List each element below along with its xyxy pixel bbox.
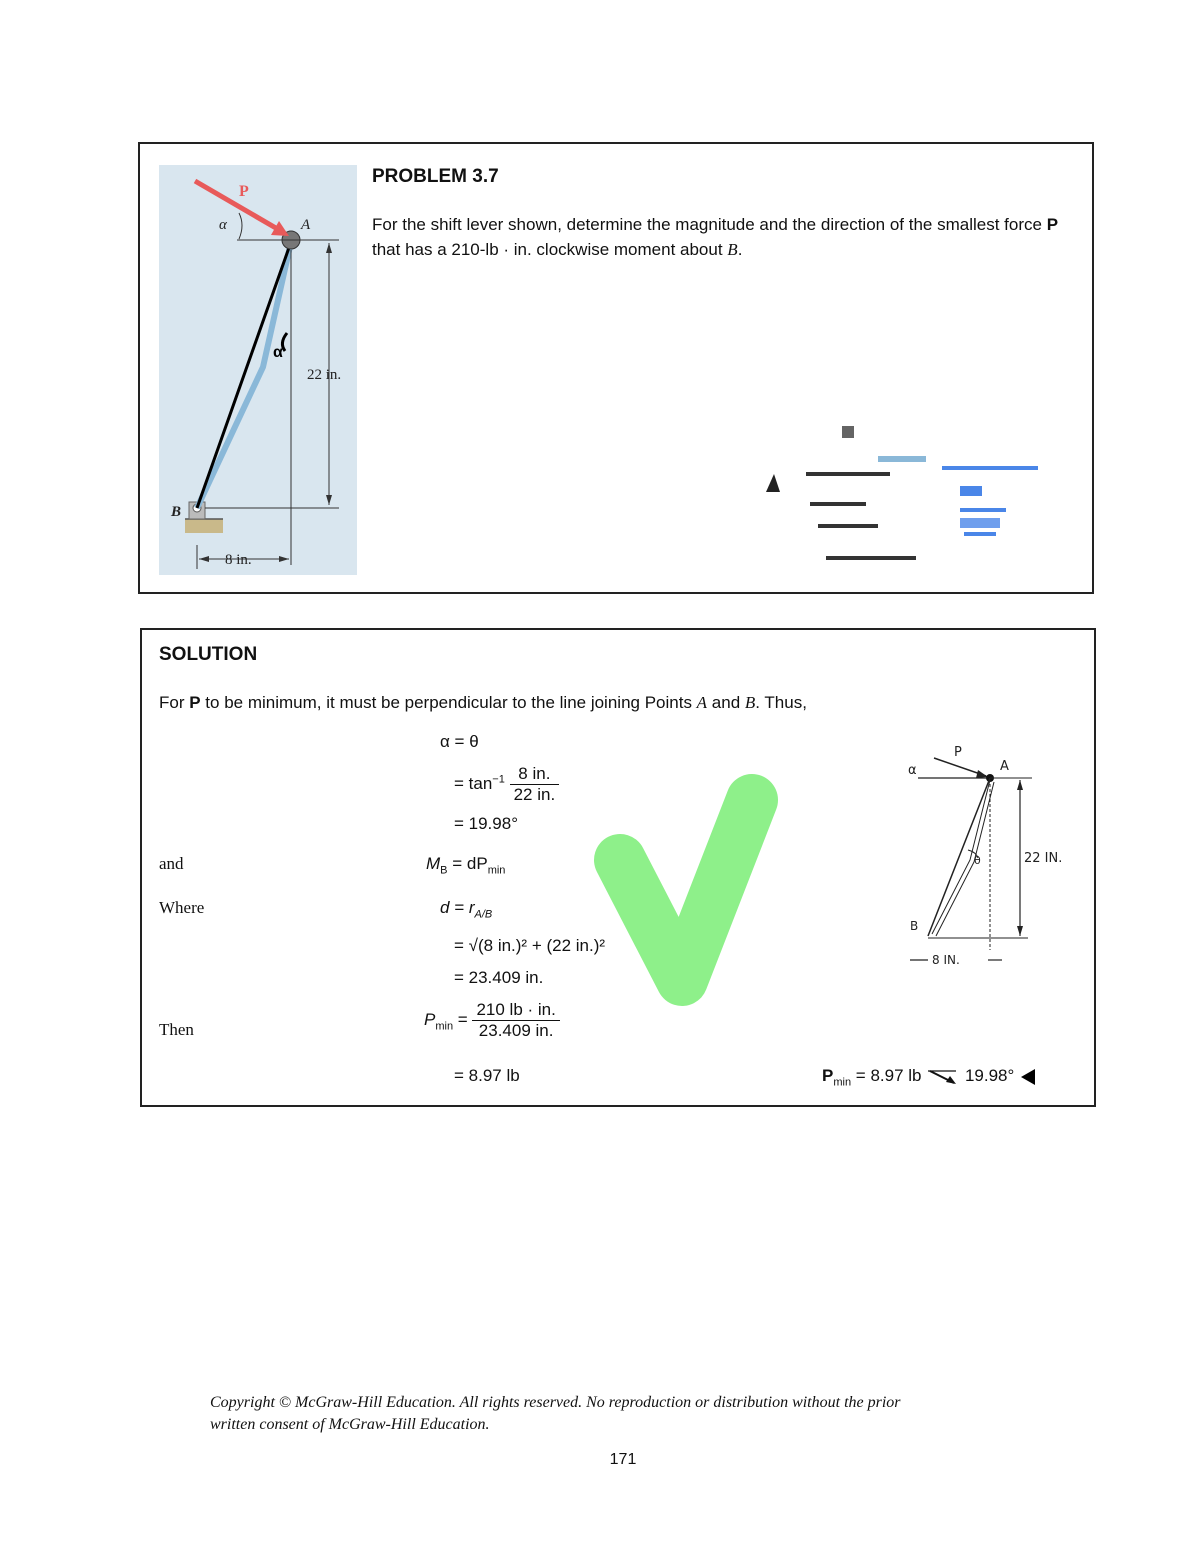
problem-figure	[159, 165, 357, 575]
equation-moment: $M_B = dP_{min}$	[426, 854, 506, 877]
shift-lever-diagram	[159, 165, 357, 575]
direction-arrow-icon	[926, 1067, 960, 1087]
lever-angle-mark: α	[273, 344, 283, 361]
sketch-a-label: A	[1000, 759, 1009, 774]
answer-end-marker-icon	[1019, 1067, 1037, 1087]
problem-title: PROBLEM 3.7	[372, 166, 499, 187]
force-label: P	[239, 183, 249, 200]
equation-distance-sqrt: = √(8 in.)² + (22 in.)²	[454, 936, 606, 955]
force-arrow	[195, 181, 281, 231]
equation-distance-result: = 23.409 in.	[454, 968, 544, 987]
equation-alpha-theta: α = θ	[440, 732, 479, 751]
equation-distance: $d = r_{A/B}$	[440, 898, 493, 921]
ground-base	[185, 519, 223, 533]
equation-angle-result: = 19.98°	[454, 814, 518, 833]
solution-title: SOLUTION	[159, 644, 258, 665]
problem-box	[138, 142, 1094, 594]
sketch-b-label: B	[910, 919, 919, 933]
page-number: 171	[609, 1451, 637, 1468]
label-then: Then	[159, 1020, 194, 1039]
sketch-width-label: 8 IN.	[932, 953, 960, 967]
sketch-p-label: P	[954, 745, 962, 760]
problem-statement: For the shift lever shown, determine the magnitude and the direction of the smallest force P that has a 210-lb · in. clockwise moment about B.	[372, 215, 1059, 259]
sketch-theta-label: θ	[974, 854, 981, 867]
equation-tan: = $\tan^{-1}$ $\frac{8 in.}{22 in.}$	[454, 764, 559, 805]
height-dimension-label: 22 in.	[307, 367, 342, 383]
checkmark-icon	[582, 770, 792, 1010]
solution-intro: For P to be minimum, it must be perpendicular to the line joining Points A and B. Thus,	[159, 693, 807, 712]
point-a-label: A	[301, 217, 311, 233]
sketch-height-label: 22 IN.	[1024, 851, 1063, 866]
scribble-artifact	[760, 422, 1050, 572]
point-b-label: B	[171, 504, 182, 520]
fraction-pmin: $\frac{210 lb \cdot in.}{23.409 in.}$	[472, 1000, 559, 1041]
final-answer: $P_{min} = 8.97$ lb 19.98°	[822, 1066, 1037, 1088]
fraction-tan: $\frac{8 in.}{22 in.}$	[510, 764, 560, 805]
line-ab	[197, 242, 291, 508]
solution-box	[140, 628, 1096, 1107]
label-and: and	[159, 854, 184, 873]
equation-pmin-result: = 8.97 lb	[454, 1066, 520, 1085]
width-dimension-label: 8 in.	[225, 552, 252, 568]
label-where: Where	[159, 898, 205, 917]
copyright-notice: Copyright © McGraw-Hill Education. All rights reserved. No reproduction or distribution without the prior written consent of McGraw-Hill Education.	[210, 1394, 901, 1433]
equation-pmin: $P_{min}$ = $\frac{210 lb \cdot in.}{23.409 in.}$	[424, 1000, 560, 1041]
solution-sketch	[898, 740, 1088, 980]
angle-alpha-label: α	[219, 217, 227, 233]
sketch-alpha-label: α	[908, 763, 917, 778]
